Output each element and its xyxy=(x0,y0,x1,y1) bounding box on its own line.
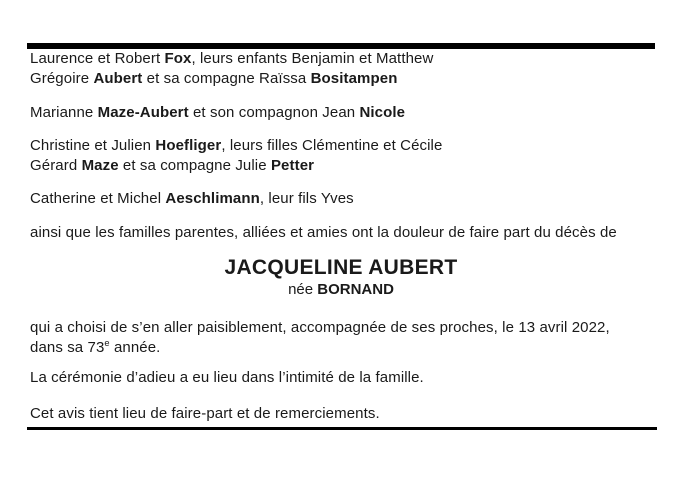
closing-line xyxy=(30,404,660,424)
deceased-name-block xyxy=(27,256,655,299)
announcement-line xyxy=(30,223,660,243)
passing-line: dans sa 73e année. xyxy=(30,338,161,356)
family-line: Laurence et Robert Fox, leurs enfants Benjamin et Matthew xyxy=(30,50,434,67)
passing-line: qui a choisi de s’en aller paisiblement, accompagnée de ses proches, le 13 avril 2022, xyxy=(30,319,610,336)
passing-paragraph xyxy=(30,318,660,358)
family-line: Marianne Maze-Aubert et son compagnon Jean Nicole xyxy=(30,104,406,121)
bottom-rule xyxy=(27,427,657,430)
family-group-fox-aubert xyxy=(30,49,660,89)
announcement-text: ainsi que les familles parentes, alliées et amies ont la douleur de faire part du décès de xyxy=(30,224,617,241)
family-group-aeschlimann xyxy=(30,189,660,209)
closing-text: Cet avis tient lieu de faire-part et de remerciements. xyxy=(30,405,380,422)
family-line: Christine et Julien Hoefliger, leurs filles Clémentine et Cécile xyxy=(30,137,443,154)
deceased-name: JACQUELINE AUBERT xyxy=(224,256,458,279)
family-line: Gérard Maze et sa compagne Julie Petter xyxy=(30,157,315,174)
maiden-name-line: née BORNAND xyxy=(288,281,394,298)
family-line: Grégoire Aubert et sa compagne Raïssa Bositampen xyxy=(30,70,398,87)
family-group-maze-aubert xyxy=(30,103,660,123)
family-group-hoefliger-maze xyxy=(30,136,660,176)
ceremony-line xyxy=(30,368,660,388)
ceremony-text: La cérémonie d’adieu a eu lieu dans l’intimité de la famille. xyxy=(30,369,424,386)
family-line: Catherine et Michel Aeschlimann, leur fils Yves xyxy=(30,190,354,207)
